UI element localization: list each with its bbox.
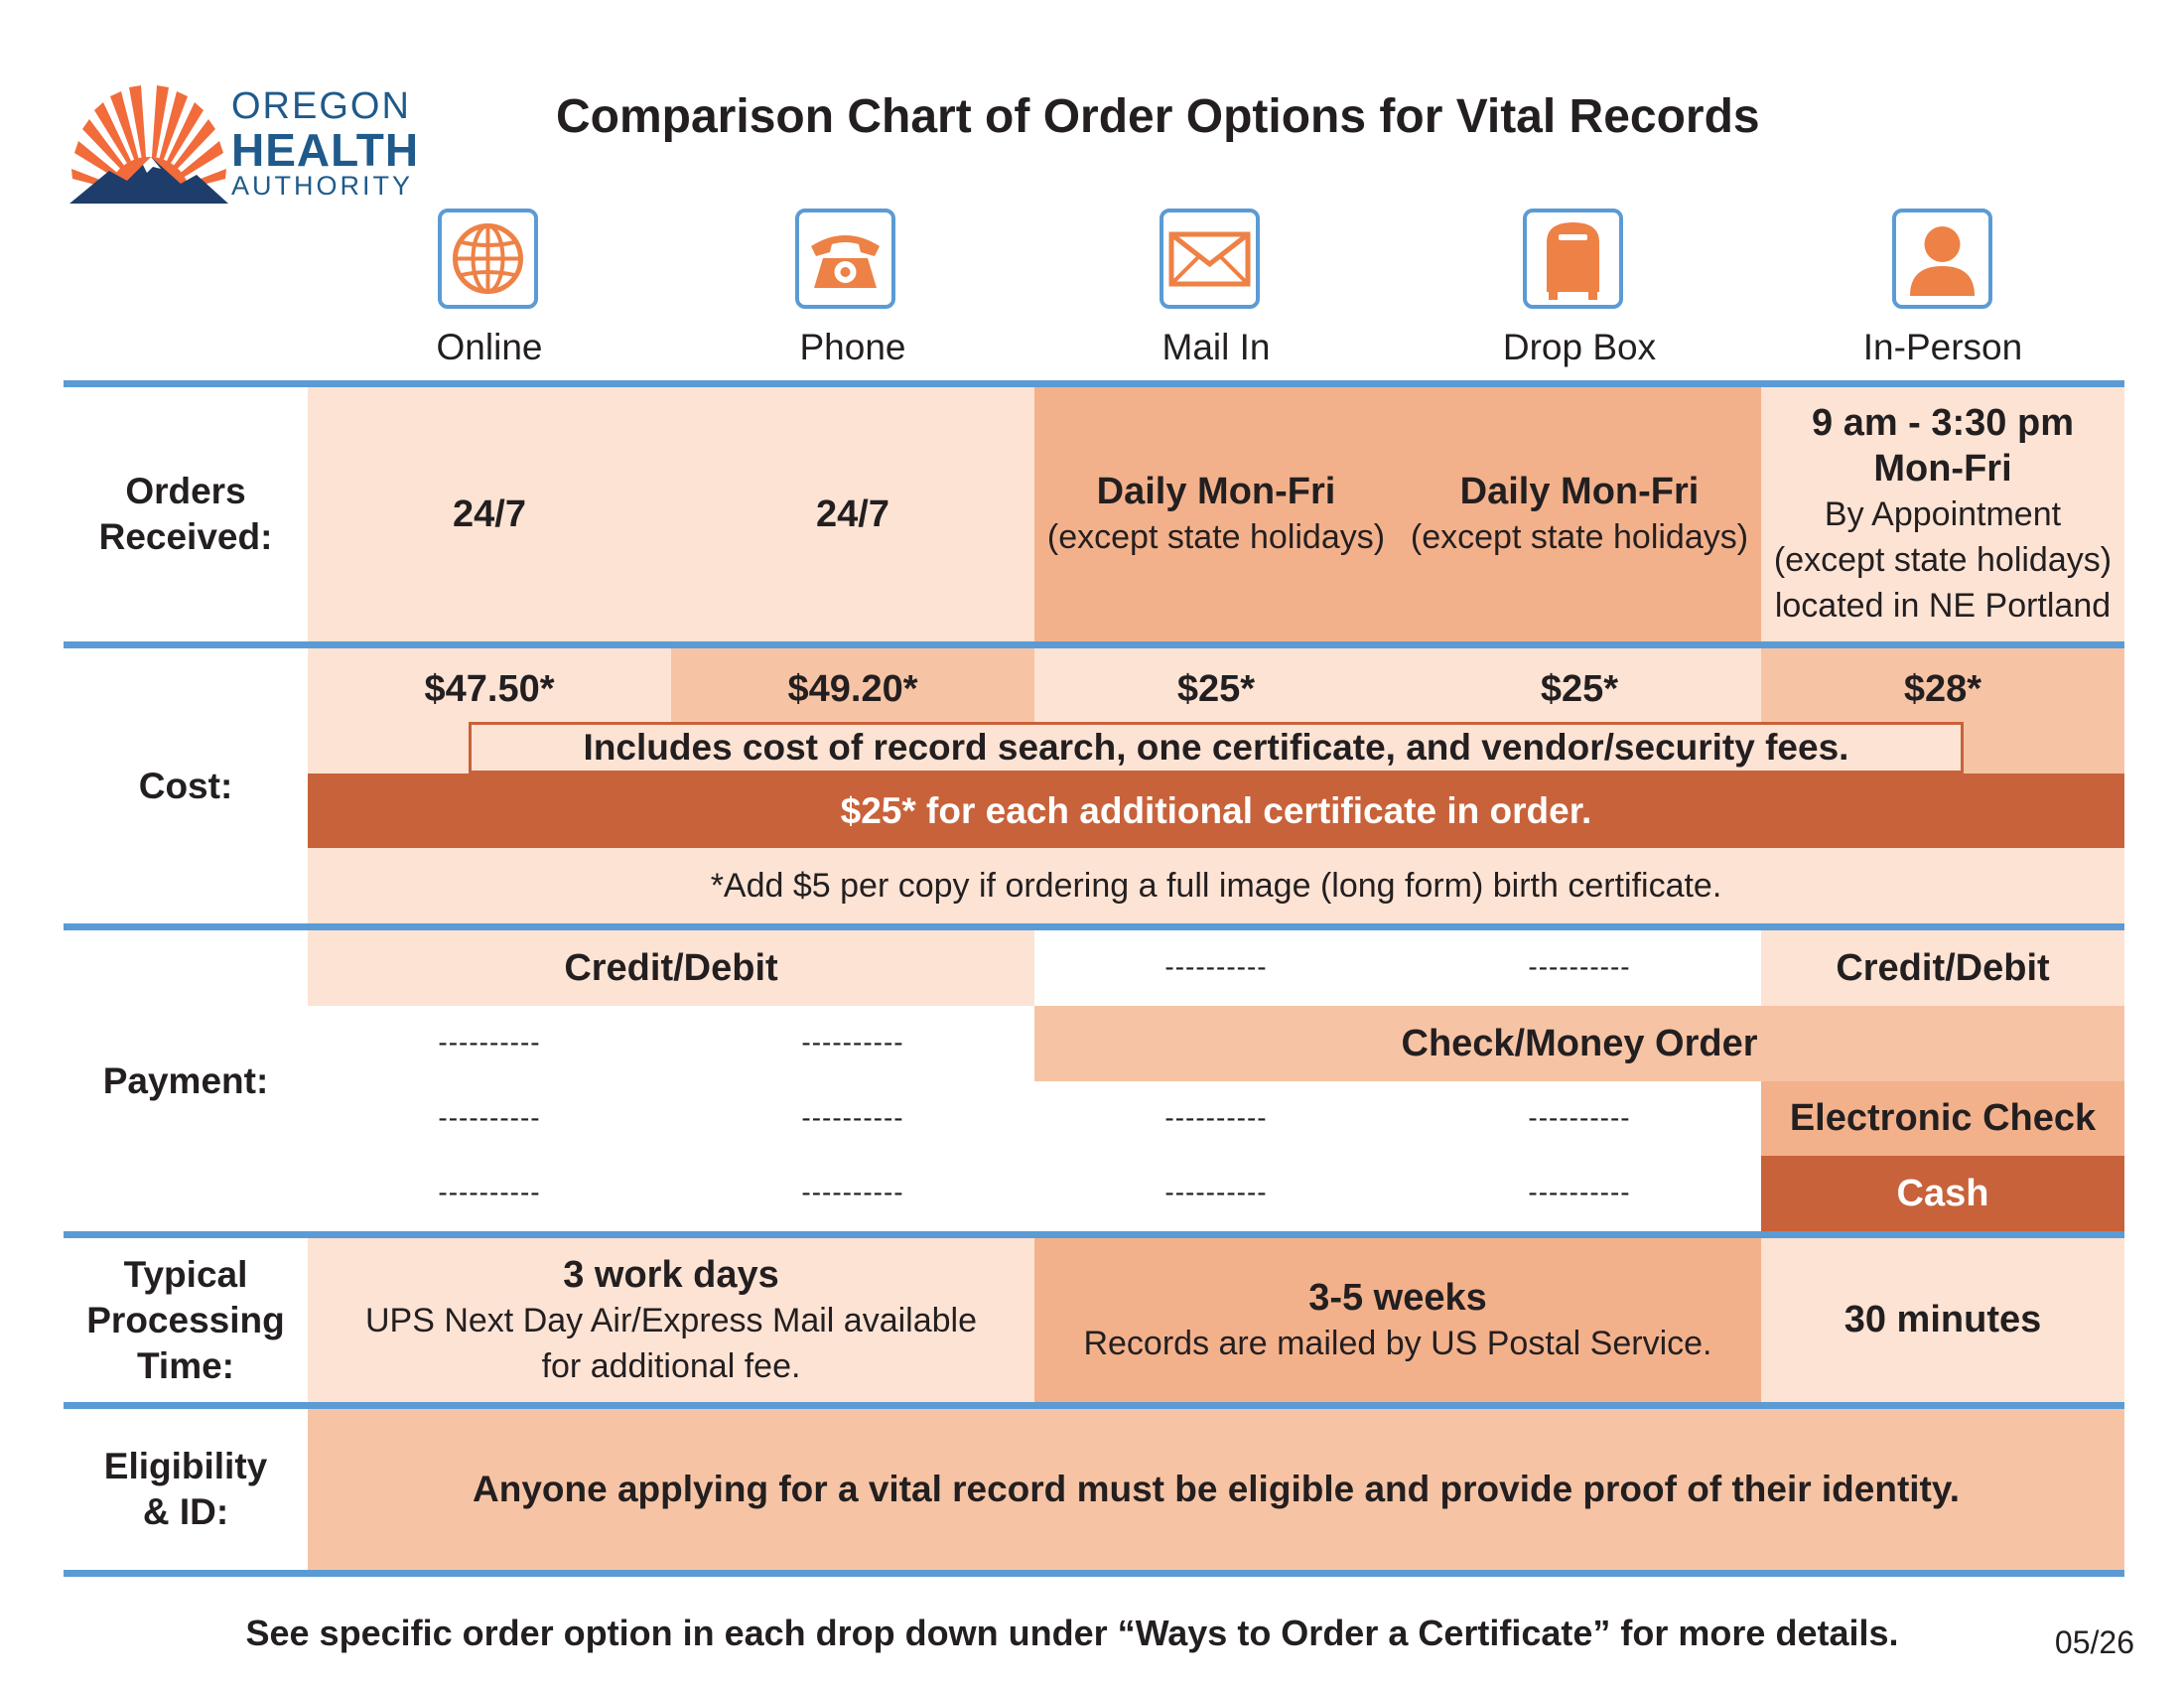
logo-line-2: HEALTH — [231, 124, 420, 176]
payment-inperson-credit-text: Credit/Debit — [1836, 946, 2050, 989]
orders-inperson-line2: Mon-Fri — [1873, 448, 2012, 490]
payment-dash-mail-r1: ---------- — [1164, 951, 1268, 982]
cost-inperson-value: $28* — [1903, 668, 1982, 710]
col-header-inperson: In-Person — [1862, 327, 2023, 367]
payment-dash-drop-r4: ---------- — [1528, 1177, 1631, 1207]
orders-inperson-line1: 9 am - 3:30 pm — [1812, 402, 2074, 444]
rule-processing — [64, 1402, 2124, 1409]
cost-label: Cost: — [138, 765, 233, 806]
processing-online-phone — [308, 1238, 1034, 1402]
payment-dash-mail-r4: ---------- — [1164, 1177, 1268, 1207]
col-header-dropbox: Drop Box — [1502, 327, 1657, 367]
cost-online-value: $47.50* — [424, 668, 555, 710]
cost-note — [308, 848, 2124, 923]
payment-dash-phone-r4: ---------- — [801, 1177, 904, 1207]
logo-line-3: AUTHORITY — [231, 171, 414, 201]
cost-additional-banner — [308, 774, 2124, 848]
payment-dash-drop-r3: ---------- — [1528, 1102, 1631, 1133]
orders-drop-main: Daily Mon-Fri — [1459, 471, 1700, 512]
cost-drop-value: $25* — [1540, 668, 1619, 710]
col-header-online: Online — [436, 327, 543, 367]
orders-inperson-line3: By Appointment — [1824, 495, 2062, 533]
logo — [69, 79, 427, 204]
orders-inperson-line5: located in NE Portland — [1774, 587, 2112, 625]
payment-cash-text: Cash — [1896, 1172, 1989, 1214]
rule-payment — [64, 1231, 2124, 1238]
processing-label-line2: Processing — [86, 1299, 285, 1340]
payment-cash — [1761, 1156, 2124, 1231]
payment-dash-online-r4: ---------- — [438, 1177, 541, 1207]
row-label-orders — [64, 387, 308, 641]
cost-additional-text: $25* for each additional certificate in order. — [840, 789, 1592, 831]
payment-echeck-text: Electronic Check — [1789, 1097, 2097, 1139]
eligibility-label-line2: & ID: — [142, 1491, 229, 1532]
orders-online-value: 24/7 — [453, 492, 526, 535]
processing-online-sub2: for additional fee. — [541, 1346, 801, 1385]
row-label-processing — [64, 1238, 308, 1402]
sunburst-mountain-icon — [69, 79, 228, 204]
orders-dropbox — [1398, 387, 1761, 641]
phone-icon-box — [795, 209, 895, 309]
processing-inperson — [1761, 1238, 2124, 1402]
row-label-payment — [64, 930, 308, 1231]
col-header-mail: Mail In — [1161, 327, 1271, 367]
envelope-icon — [1163, 212, 1256, 305]
eligibility-label-line1: Eligibility — [103, 1446, 268, 1486]
rule-orders — [64, 641, 2124, 648]
processing-label-line3: Time: — [136, 1344, 234, 1386]
rule-cost — [64, 923, 2124, 930]
orders-label-line2: Received: — [98, 516, 273, 557]
payment-electronic-check — [1761, 1081, 2124, 1156]
processing-mail-main: 3-5 weeks — [1308, 1276, 1487, 1319]
processing-mail-sub: Records are mailed by US Postal Service. — [1083, 1324, 1712, 1362]
orders-inperson-line4: (except state holidays) — [1773, 541, 2113, 579]
row-label-eligibility — [64, 1409, 308, 1570]
globe-icon — [442, 212, 534, 305]
orders-label-line1: Orders — [125, 471, 246, 511]
processing-inperson-value: 30 minutes — [1843, 1299, 2042, 1340]
orders-mail-sub: (except state holidays) — [1046, 518, 1386, 556]
payment-dash-drop-r1: ---------- — [1528, 951, 1631, 982]
payment-label: Payment: — [102, 1059, 269, 1101]
payment-dash-phone-r3: ---------- — [801, 1102, 904, 1133]
payment-dash-phone-r2: ---------- — [801, 1027, 904, 1057]
orders-inperson — [1761, 387, 2124, 641]
online-icon-box — [438, 209, 538, 309]
processing-online-main: 3 work days — [563, 1253, 779, 1296]
payment-dash-online-r2: ---------- — [438, 1027, 541, 1057]
mail-icon-box — [1160, 209, 1260, 309]
person-icon — [1896, 212, 1988, 305]
processing-label-line1: Typical — [123, 1253, 248, 1295]
col-header-phone: Phone — [799, 327, 906, 367]
date-code: 05/26 — [2054, 1624, 2134, 1660]
processing-mail-drop — [1034, 1238, 1761, 1402]
payment-credit-debit-inperson — [1761, 930, 2124, 1006]
payment-dash-online-r3: ---------- — [438, 1102, 541, 1133]
rule-header — [64, 380, 2124, 387]
orders-mail — [1034, 387, 1398, 641]
dropbox-icon-box — [1523, 209, 1623, 309]
processing-online-sub1: UPS Next Day Air/Express Mail available — [364, 1301, 977, 1339]
footer-note: See specific order option in each drop down under “Ways to Order a Certificate” for more details. — [245, 1613, 1899, 1653]
payment-check-text: Check/Money Order — [1401, 1022, 1758, 1064]
orders-phone — [671, 387, 1034, 641]
inperson-icon-box — [1892, 209, 1992, 309]
orders-mail-main: Daily Mon-Fri — [1096, 471, 1336, 512]
mailbox-icon — [1527, 212, 1619, 305]
payment-credit-debit-text: Credit/Debit — [564, 946, 778, 989]
orders-phone-value: 24/7 — [816, 492, 889, 535]
cost-includes-box — [469, 722, 1964, 774]
orders-online — [308, 387, 671, 641]
payment-check-money-order — [1034, 1006, 2124, 1081]
telephone-icon — [799, 212, 891, 305]
orders-drop-sub: (except state holidays) — [1410, 518, 1749, 556]
cost-mail-value: $25* — [1176, 668, 1256, 710]
cost-includes-text: Includes cost of record search, one certificate, and vendor/security fees. — [583, 727, 1849, 768]
logo-line-1: OREGON — [231, 85, 411, 127]
row-label-cost — [64, 648, 308, 923]
cost-phone-value: $49.20* — [787, 668, 918, 710]
eligibility-text: Anyone applying for a vital record must be eligible and provide proof of their identity. — [473, 1469, 1960, 1509]
page-title: Comparison Chart of Order Options for Vital Records — [556, 90, 1760, 143]
cost-note-text: *Add $5 per copy if ordering a full image (long form) birth certificate. — [710, 866, 1722, 905]
eligibility-text-cell — [308, 1409, 2124, 1570]
rule-eligibility — [64, 1570, 2124, 1577]
payment-dash-mail-r3: ---------- — [1164, 1102, 1268, 1133]
payment-credit-debit-online-phone — [308, 930, 1034, 1006]
